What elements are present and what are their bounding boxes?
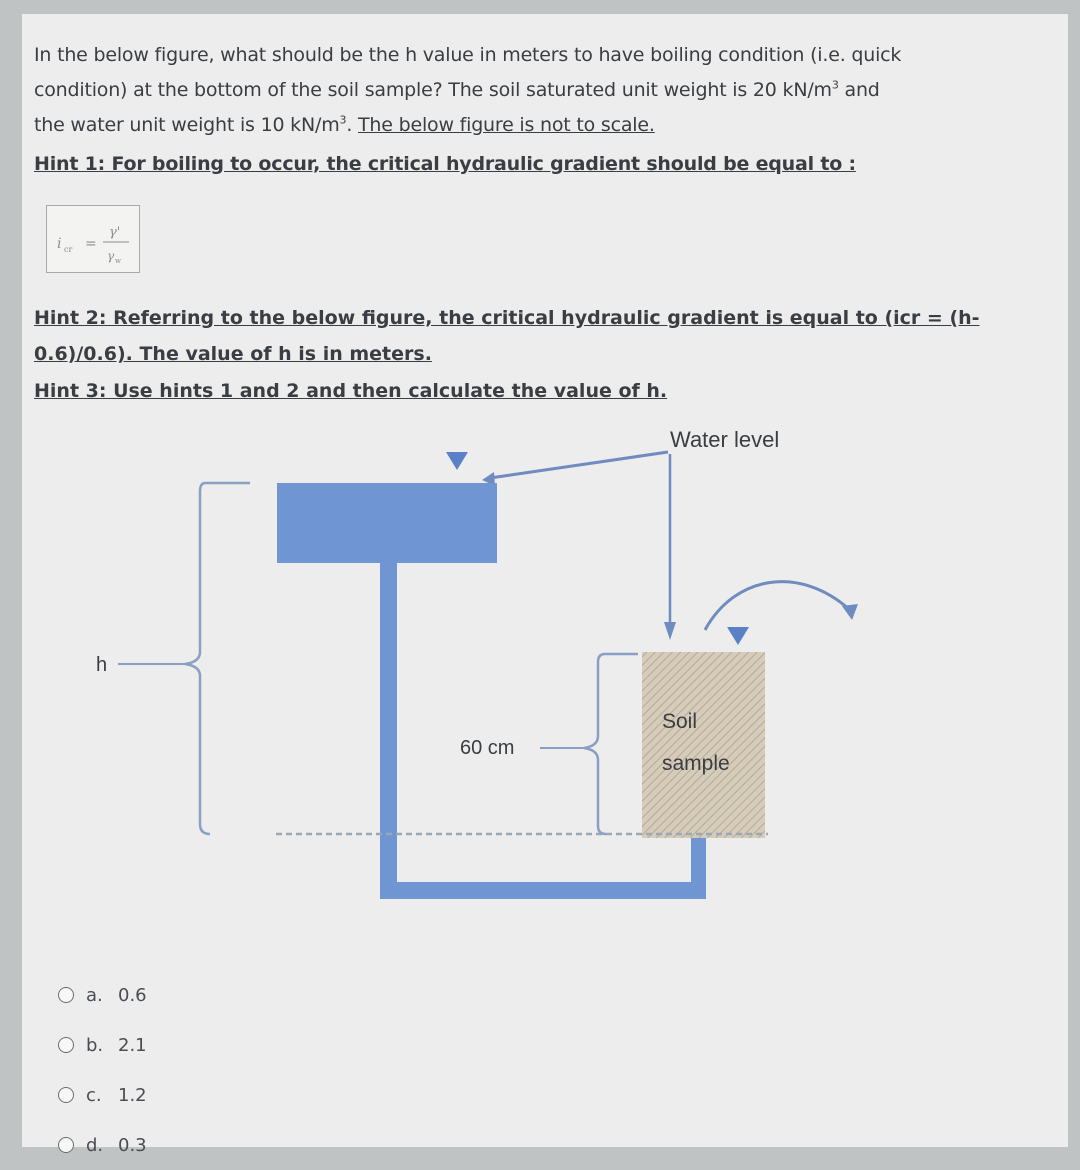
superscript: 3 <box>831 78 839 92</box>
option-letter: d. <box>86 1134 104 1156</box>
radio-c[interactable] <box>58 1087 74 1103</box>
option-b[interactable] <box>58 1020 147 1070</box>
question-line-2-end: and <box>838 79 880 101</box>
formula-subscript: cr <box>64 245 73 254</box>
option-d[interactable] <box>58 1120 147 1170</box>
h-brace <box>185 483 250 834</box>
hint-2-line-2: 0.6)/0.6). The value of h is in meters. <box>34 343 432 365</box>
h-label: h <box>96 654 108 676</box>
sixty-cm-label: 60 cm <box>460 737 515 759</box>
option-value: 0.3 <box>118 1134 147 1156</box>
radio-d[interactable] <box>58 1137 74 1153</box>
pipe-horizontal <box>380 882 706 899</box>
option-value: 1.2 <box>118 1084 147 1106</box>
option-letter: c. <box>86 1084 102 1106</box>
pipe-vertical-left <box>380 563 397 899</box>
radio-a[interactable] <box>58 987 74 1003</box>
hint-2-line-1: Hint 2: Referring to the below figure, the critical hydraulic gradient is equal to (icr = (h- <box>34 307 980 329</box>
water-tank <box>277 483 497 563</box>
sample-label: sample <box>662 752 730 775</box>
soil-label: Soil <box>662 710 698 733</box>
option-letter: a. <box>86 984 103 1006</box>
radio-b[interactable] <box>58 1037 74 1053</box>
option-value: 0.6 <box>118 984 147 1006</box>
pipe-vertical-right <box>691 836 706 899</box>
hint-1: Hint 1: For boiling to occur, the critical hydraulic gradient should be equal to : <box>34 153 856 175</box>
tank-water-level-icon <box>446 452 468 470</box>
not-to-scale-note: The below figure is not to scale. <box>358 114 655 136</box>
soil-sample <box>642 652 765 838</box>
answer-options <box>58 970 147 1170</box>
option-value: 2.1 <box>118 1034 147 1056</box>
option-letter: b. <box>86 1034 104 1056</box>
option-a[interactable] <box>58 970 147 1020</box>
overflow-arrowhead <box>842 604 858 620</box>
formula-denominator: γ <box>107 249 115 263</box>
question-line-3-end: . <box>346 114 359 136</box>
sixty-brace <box>584 654 638 834</box>
formula-numerator: γ' <box>109 225 121 240</box>
question-line-2: condition) at the bottom of the soil sample? The soil saturated unit weight is 20 kN/m <box>34 79 832 101</box>
option-c[interactable] <box>58 1070 147 1120</box>
question-line-3: the water unit weight is 10 kN/m <box>34 114 340 136</box>
water-level-pointer <box>490 452 668 478</box>
soil-water-level-icon <box>727 627 749 645</box>
overflow-arrow <box>705 582 850 630</box>
question-line-1: In the below figure, what should be the h value in meters to have boiling condition (i.e. quick <box>34 44 902 66</box>
formula-den-subscript: w <box>115 257 121 265</box>
drop-arrowhead <box>664 622 676 640</box>
formula-lhs: i <box>57 236 62 252</box>
hint-3-text: Hint 3: Use hints 1 and 2 and then calculate the value of h. <box>34 380 668 402</box>
superscript: 3 <box>339 113 347 127</box>
svg-text:=: = <box>85 236 97 252</box>
water-level-label: Water level <box>670 427 780 452</box>
